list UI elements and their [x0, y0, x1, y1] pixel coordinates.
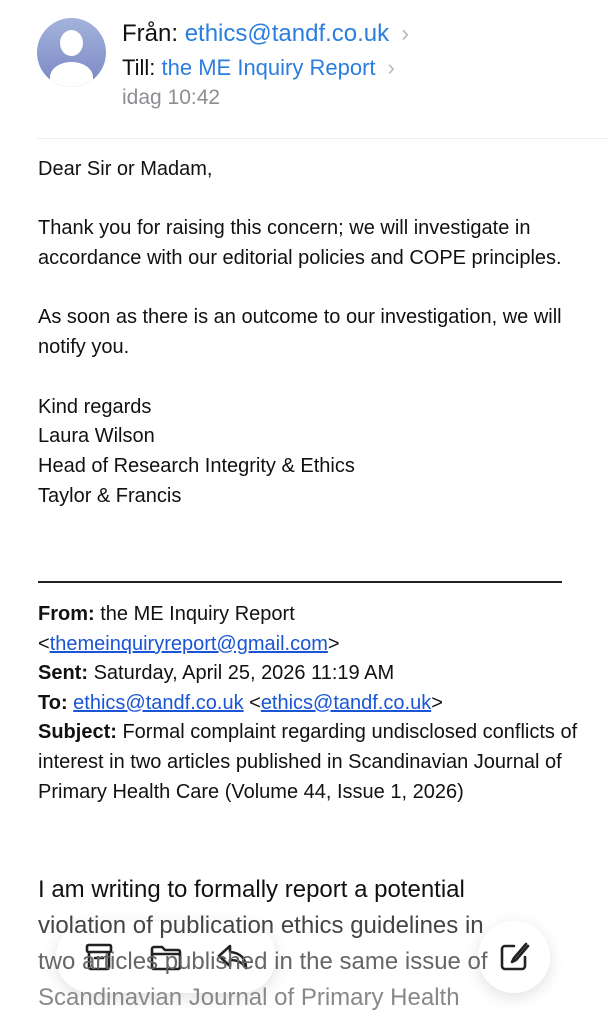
to-recipient[interactable]: the ME Inquiry Report: [161, 55, 376, 80]
signature-company: Taylor & Francis: [38, 484, 182, 507]
quoted-sent-label: Sent:: [38, 662, 88, 685]
to-row[interactable]: [122, 55, 395, 81]
from-label: Från:: [122, 20, 179, 47]
quoted-line: Scandinavian Journal of Primary Health: [38, 984, 460, 1011]
closing: Kind regards: [38, 395, 152, 418]
chevron-right-icon[interactable]: ›: [387, 55, 395, 80]
quoted-from-name: the ME Inquiry Report: [100, 603, 295, 625]
signature-name: Laura Wilson: [38, 425, 155, 448]
chevron-right-icon[interactable]: ›: [401, 20, 410, 47]
quoted-line: I am writing to formally report a potential: [38, 876, 465, 903]
quoted-to-label: To:: [38, 691, 68, 714]
from-address[interactable]: ethics@tandf.co.uk: [184, 20, 390, 47]
quoted-line: violation of publication ethics guidelines in: [38, 912, 484, 939]
from-row[interactable]: [122, 20, 409, 48]
header-divider: [37, 138, 608, 139]
quoted-from-email-link[interactable]: themeinquiryreport@gmail.com: [49, 632, 328, 655]
quoted-subject-label: Subject:: [38, 721, 117, 744]
quoted-to-email-link[interactable]: ethics@tandf.co.uk: [73, 691, 244, 714]
email-date: idag 10:42: [122, 86, 221, 109]
sender-avatar: [37, 18, 106, 87]
signature-title: Head of Research Integrity & Ethics: [38, 454, 355, 477]
quoted-sent-value: Saturday, April 25, 2026 11:19 AM: [93, 662, 395, 685]
quoted-subject-value: Formal complaint regarding undisclosed conflicts of interest in two articles published in Scandinavian Journal of Primary Health Care (Volume 44, Issue 1, 2026): [38, 721, 578, 803]
body-paragraph: Thank you for raising this concern; we will investigate in accordance with our editorial policies and COPE principles.: [38, 217, 562, 270]
quoted-header: From: the ME Inquiry Report <themeinquiryreport@gmail.com> Sent: Saturday, April 25, 2026 11:19 AM To: ethics@tandf.co.uk <ethics@tandf.co.uk> Subject: Formal complaint regarding undisclosed conflicts of interest in two articles published in Scandinavian Journal of Primary Health Care (Volume 44, Issue 1, 2026): [38, 603, 578, 803]
email-body: [38, 155, 578, 511]
quoted-line: two articles published in the same issue of: [38, 948, 488, 975]
quoted-body: [38, 872, 598, 1016]
greeting: Dear Sir or Madam,: [38, 158, 213, 180]
quoted-to-email-link[interactable]: ethics@tandf.co.uk: [260, 691, 432, 714]
to-label: Till:: [122, 55, 156, 80]
quote-divider: [38, 581, 562, 583]
quoted-from-label: From:: [38, 603, 95, 625]
body-paragraph: As soon as there is an outcome to our investigation, we will notify you.: [38, 306, 562, 359]
